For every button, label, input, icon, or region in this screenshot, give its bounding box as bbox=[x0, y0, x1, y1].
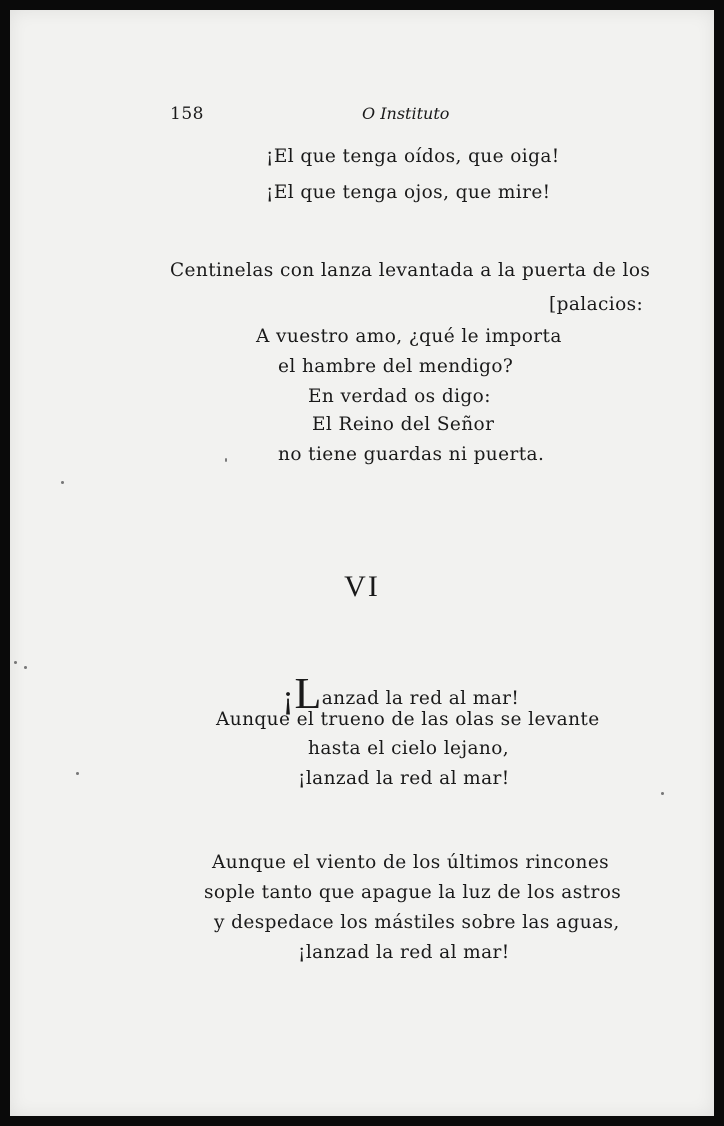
stanza2-line3: el hambre del mendigo? bbox=[278, 356, 514, 377]
paper-speck bbox=[225, 458, 227, 462]
drop-cap: L bbox=[294, 669, 322, 718]
section-heading: VI bbox=[344, 570, 380, 603]
stanza1-line1: ¡El que tenga oídos, que oiga! bbox=[266, 146, 560, 167]
opening-exclamation-mark: ¡ bbox=[282, 682, 295, 717]
stanza3-line1 bbox=[282, 668, 520, 718]
stanza4-line1: Aunque el viento de los últimos rincones bbox=[212, 852, 610, 873]
stanza2-line1-continuation: [palacios: bbox=[549, 294, 644, 315]
stanza1-line2: ¡El que tenga ojos, que mire! bbox=[266, 182, 551, 203]
stanza3-line1-text: anzad la red al mar! bbox=[321, 688, 520, 709]
page-number: 158 bbox=[170, 104, 204, 124]
running-title: O Instituto bbox=[362, 104, 450, 123]
paper-speck bbox=[14, 661, 17, 664]
stanza2-line1: Centinelas con lanza levantada a la puerta de los bbox=[170, 260, 651, 281]
stanza3-line2: Aunque el trueno de las olas se levante bbox=[216, 709, 600, 730]
stanza4-line2: sople tanto que apague la luz de los astros bbox=[204, 882, 622, 903]
paper-speck bbox=[76, 772, 79, 775]
paper-speck bbox=[61, 481, 64, 484]
stanza2-line5: El Reino del Señor bbox=[312, 414, 495, 435]
paper-speck bbox=[661, 792, 664, 795]
stanza2-line4: En verdad os digo: bbox=[308, 386, 491, 407]
stanza3-line3: hasta el cielo lejano, bbox=[308, 738, 510, 759]
book-page bbox=[10, 10, 714, 1116]
stanza4-line4: ¡lanzad la red al mar! bbox=[298, 942, 510, 963]
stanza4-line3: y despedace los mástiles sobre las aguas, bbox=[214, 912, 620, 933]
paper-speck bbox=[24, 666, 27, 669]
stanza3-line4: ¡lanzad la red al mar! bbox=[298, 768, 510, 789]
stanza2-line2: A vuestro amo, ¿qué le importa bbox=[256, 326, 562, 347]
stanza2-line6: no tiene guardas ni puerta. bbox=[278, 444, 545, 465]
